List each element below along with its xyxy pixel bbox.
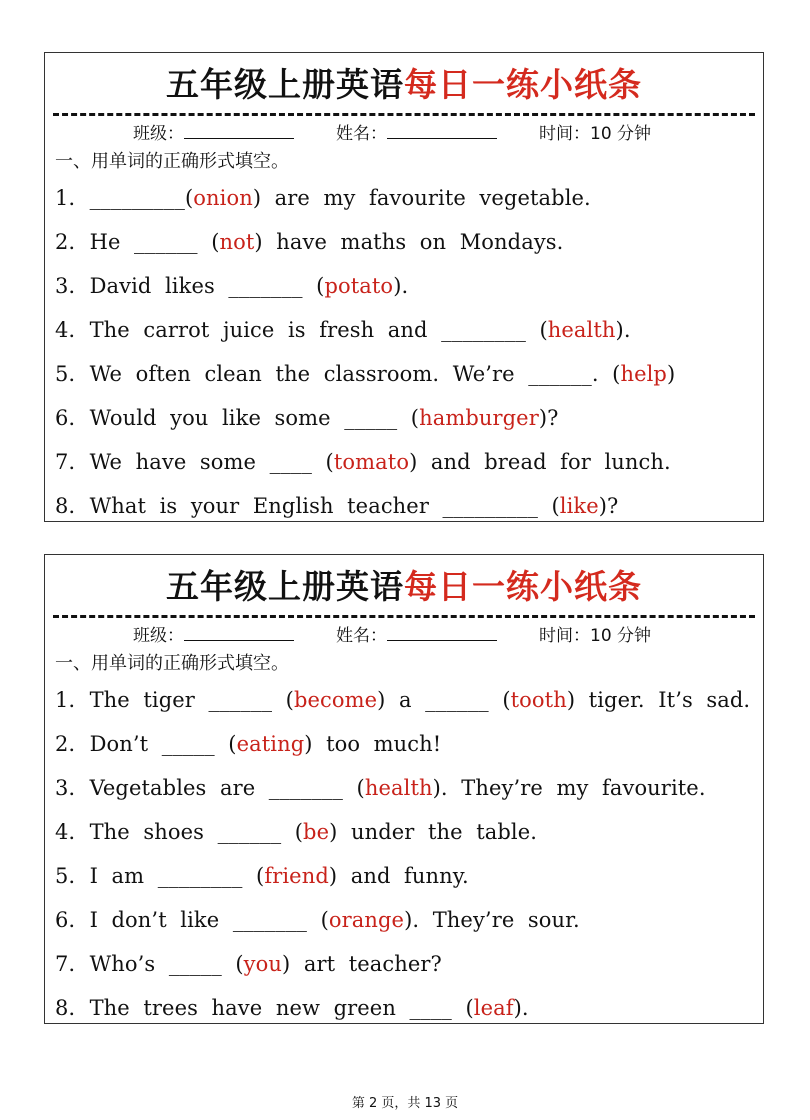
- name-blank[interactable]: [387, 626, 497, 641]
- word-hint: potato: [324, 274, 394, 298]
- question-item: [55, 904, 580, 934]
- name-label: 姓名：: [336, 626, 387, 646]
- question-item: [55, 446, 671, 476]
- question-item: [55, 358, 675, 388]
- question-number: 7．: [55, 952, 90, 976]
- word-hint: leaf: [473, 996, 514, 1020]
- question-text-end: ) too much!: [304, 732, 442, 756]
- question-number: 4．: [55, 820, 90, 844]
- word-hint: not: [219, 230, 255, 254]
- word-hint: like: [559, 494, 599, 518]
- question-number: 8．: [55, 996, 90, 1020]
- question-text-end: )?: [538, 406, 559, 430]
- question-item: [55, 490, 618, 520]
- word-hint: health: [547, 318, 616, 342]
- question-item: [55, 816, 537, 846]
- question-text: The trees have new green ____ (: [89, 996, 474, 1020]
- title-black: 五年级上册英语: [166, 65, 404, 104]
- worksheet-card-1: [44, 52, 764, 522]
- question-text-end: ).: [615, 318, 631, 342]
- dashed-divider: [53, 615, 755, 618]
- question-number: 8．: [55, 494, 90, 518]
- question-text: I am ________ (: [89, 864, 265, 888]
- question-text-end: ) have maths on Mondays.: [254, 230, 564, 254]
- question-item: [55, 684, 750, 714]
- class-label: 班级：: [133, 124, 184, 144]
- class-blank[interactable]: [184, 124, 294, 139]
- word-hint: friend: [264, 864, 329, 888]
- question-text-end: ).: [393, 274, 409, 298]
- question-number: 2．: [55, 230, 90, 254]
- section-heading: 一、用单词的正确形式填空。: [55, 653, 289, 674]
- question-number: 6．: [55, 908, 90, 932]
- word-hint: become: [293, 688, 378, 712]
- question-text: Don’t _____ (: [89, 732, 237, 756]
- question-text: The tiger ______ (: [89, 688, 294, 712]
- question-number: 6．: [55, 406, 90, 430]
- question-number: 7．: [55, 450, 90, 474]
- question-number: 4．: [55, 318, 90, 342]
- question-item: [55, 860, 469, 890]
- time-label: 时间：10 分钟: [539, 124, 652, 144]
- time-label: 时间：10 分钟: [539, 626, 652, 646]
- question-number: 5．: [55, 362, 90, 386]
- section-heading: 一、用单词的正确形式填空。: [55, 151, 289, 172]
- word-hint: help: [620, 362, 667, 386]
- question-text-mid: ) a ______ (: [377, 688, 511, 712]
- question-number: 3．: [55, 274, 90, 298]
- question-item: [55, 314, 631, 344]
- question-number: 3．: [55, 776, 90, 800]
- question-text-end: ). They’re my favourite.: [432, 776, 706, 800]
- info-line: [133, 119, 651, 144]
- question-text: He ______ (: [89, 230, 220, 254]
- question-text-end: ): [666, 362, 676, 386]
- page-footer: 第 2 页，共 13 页: [351, 1096, 459, 1111]
- class-blank[interactable]: [184, 626, 294, 641]
- question-text-end: ) are my favourite vegetable.: [252, 186, 591, 210]
- question-item: [55, 182, 591, 212]
- question-text: Vegetables are _______ (: [89, 776, 365, 800]
- class-label: 班级：: [133, 626, 184, 646]
- question-text: I don’t like _______ (: [89, 908, 329, 932]
- question-item: [55, 270, 408, 300]
- question-item: [55, 226, 563, 256]
- question-text-end: ) and funny.: [328, 864, 469, 888]
- word-hint: tooth: [510, 688, 567, 712]
- question-text-end: ). They’re sour.: [404, 908, 580, 932]
- title-black: 五年级上册英语: [166, 567, 404, 606]
- title-red: 每日一练小纸条: [404, 65, 642, 104]
- worksheet-title: [45, 561, 763, 608]
- question-text: The carrot juice is fresh and ________ (: [89, 318, 548, 342]
- name-blank[interactable]: [387, 124, 497, 139]
- question-text: What is your English teacher _________ (: [89, 494, 560, 518]
- question-text: We have some ____ (: [89, 450, 334, 474]
- title-red: 每日一练小纸条: [404, 567, 642, 606]
- question-item: [55, 772, 706, 802]
- word-hint: eating: [236, 732, 305, 756]
- question-item: [55, 402, 559, 432]
- question-text-end: ) tiger. It’s sad.: [566, 688, 751, 712]
- question-text: We often clean the classroom. We’re ______. (: [89, 362, 621, 386]
- question-number: 1．: [55, 688, 90, 712]
- question-text: The shoes ______ (: [89, 820, 304, 844]
- question-text-end: ) and bread for lunch.: [409, 450, 671, 474]
- question-text-end: ).: [513, 996, 529, 1020]
- worksheet-card-2: [44, 554, 764, 1024]
- question-item: [55, 728, 441, 758]
- question-number: 5．: [55, 864, 90, 888]
- name-label: 姓名：: [336, 124, 387, 144]
- question-number: 1．: [55, 186, 90, 210]
- question-text-end: ) under the table.: [329, 820, 538, 844]
- word-hint: health: [364, 776, 433, 800]
- worksheet-title: [45, 59, 763, 106]
- word-hint: onion: [193, 186, 253, 210]
- question-item: [55, 948, 442, 978]
- word-hint: tomato: [333, 450, 410, 474]
- question-text: _________(: [89, 186, 194, 210]
- question-text-end: ) art teacher?: [282, 952, 442, 976]
- question-item: [55, 992, 529, 1022]
- word-hint: you: [243, 952, 283, 976]
- word-hint: be: [303, 820, 330, 844]
- question-text: Would you like some _____ (: [89, 406, 420, 430]
- question-text: Who’s _____ (: [89, 952, 244, 976]
- dashed-divider: [53, 113, 755, 116]
- question-number: 2．: [55, 732, 90, 756]
- info-line: [133, 621, 651, 646]
- word-hint: orange: [328, 908, 405, 932]
- word-hint: hamburger: [419, 406, 539, 430]
- question-text-end: )?: [598, 494, 619, 518]
- question-text: David likes _______ (: [89, 274, 325, 298]
